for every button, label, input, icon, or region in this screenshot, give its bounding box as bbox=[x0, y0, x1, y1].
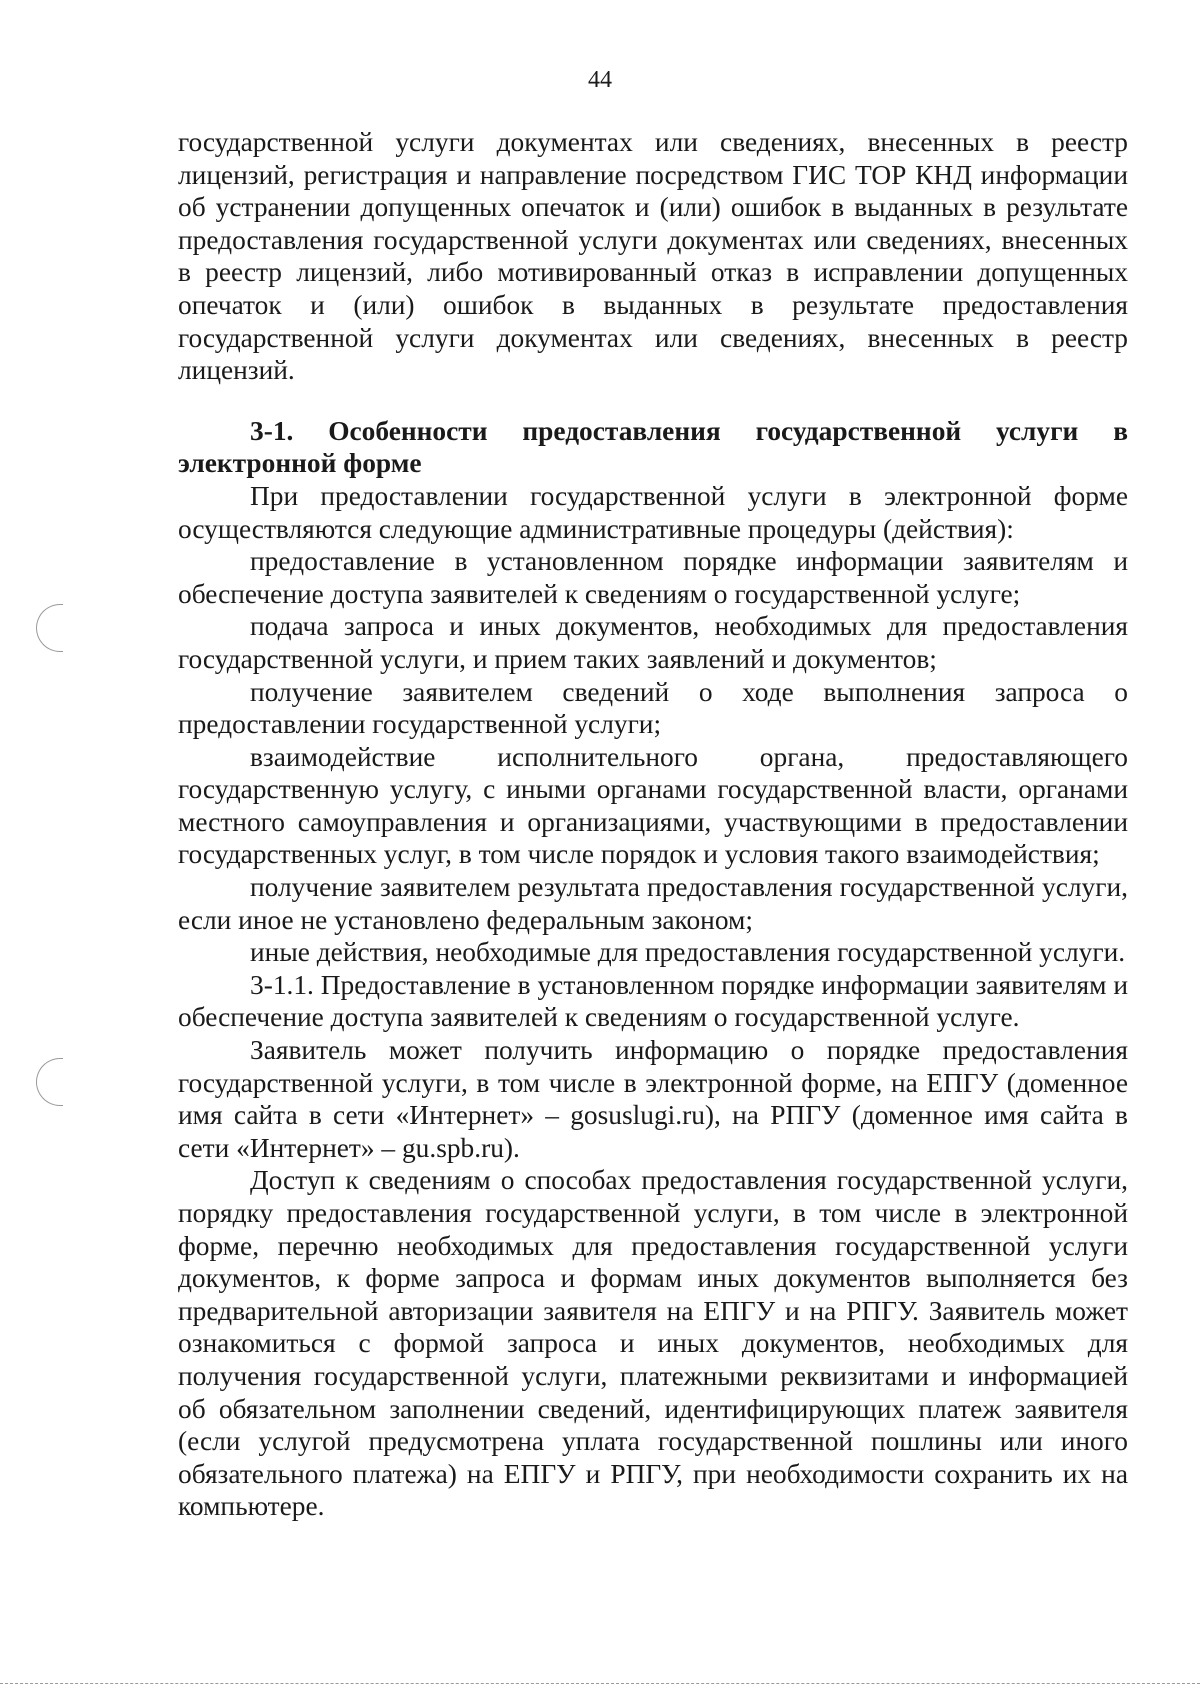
punch-hole-mark bbox=[36, 604, 63, 652]
list-item-procedure: получение заявителем результата предоставления государственной услуги, если иное не установлено федеральным законом; bbox=[178, 872, 1128, 935]
scan-edge-line bbox=[0, 1683, 1200, 1684]
list-item-procedure: иные действия, необходимые для предоставления государственной услуги. bbox=[250, 937, 1126, 968]
page-number: 44 bbox=[588, 67, 612, 93]
list-item-procedure: предоставление в установленном порядке информации заявителям и обеспечение доступа заявителей к сведениям о государственной услуге; bbox=[178, 546, 1128, 609]
list-item-procedure: получение заявителем сведений о ходе выполнения запроса о предоставлении государственной услуги; bbox=[178, 676, 1128, 740]
paragraph: Заявитель может получить информацию о порядке предоставления государственной услуги, в том числе в электронной форме, на ЕПГУ (доменное имя сайта в сети «Интернет» – gosuslugi.ru), на РПГУ (доменное имя сайта в сети «Интернет» – gu.spb.ru). bbox=[178, 1035, 1128, 1163]
paragraph: Доступ к сведениям о способах предоставления государственной услуги, порядку предоставления государственной услуги, в том числе в электронной форме, перечню необходимых для предоставления государственной услуги документов, к форме запроса и формам иных документов выполняется без предварительной авторизации заявителя на ЕПГУ и на РПГУ. Заявитель может ознакомиться с формой запроса и иных документов, необходимых для получения государственной услуги, платежными реквизитами и информацией об обязательном заполнении сведений, идентифицирующих платеж заявителя (если услугой предусмотрена уплата государственной пошлины или иного обязательного платежа) на ЕПГУ и РПГУ, при необходимости сохранить их на компьютере. bbox=[178, 1165, 1128, 1522]
list-item-procedure: взаимодействие исполнительного органа, предоставляющего государственную услугу, с иными органами государственной власти, органами местного самоуправления и организациями, участвующими в предоставлении государственных услуг, в том числе порядок и условия такого взаимодействия; bbox=[178, 741, 1128, 870]
section-heading: 3-1. Особенности предоставления государственной услуги в электронной форме bbox=[178, 415, 1128, 479]
paragraph: При предоставлении государственной услуги в электронной форме осуществляются следующие административные процедуры (действия): bbox=[178, 480, 1128, 544]
subsection-heading: 3-1.1. Предоставление в установленном порядке информации заявителям и обеспечение доступа заявителей к сведениям о государственной услуге. bbox=[178, 969, 1128, 1033]
document-body bbox=[178, 126, 1128, 1523]
paragraph-continuation: государственной услуги документах или сведениях, внесенных в реестр лицензий, регистрация и направление посредством ГИС ТОР КНД информации об устранении допущенных опечаток и (или) ошибок в выданных в результате предоставления государственной услуги документах или сведениях, внесенных в реестр лицензий, либо мотивированный отказ в исправлении допущенных опечаток и (или) ошибок в выданных в результате предоставления государственной услуги документах или сведениях, внесенных в реестр лицензий. bbox=[178, 127, 1128, 386]
list-item-procedure: подача запроса и иных документов, необходимых для предоставления государственной услуги, и прием таких заявлений и документов; bbox=[178, 611, 1128, 674]
punch-hole-mark bbox=[36, 1058, 63, 1106]
